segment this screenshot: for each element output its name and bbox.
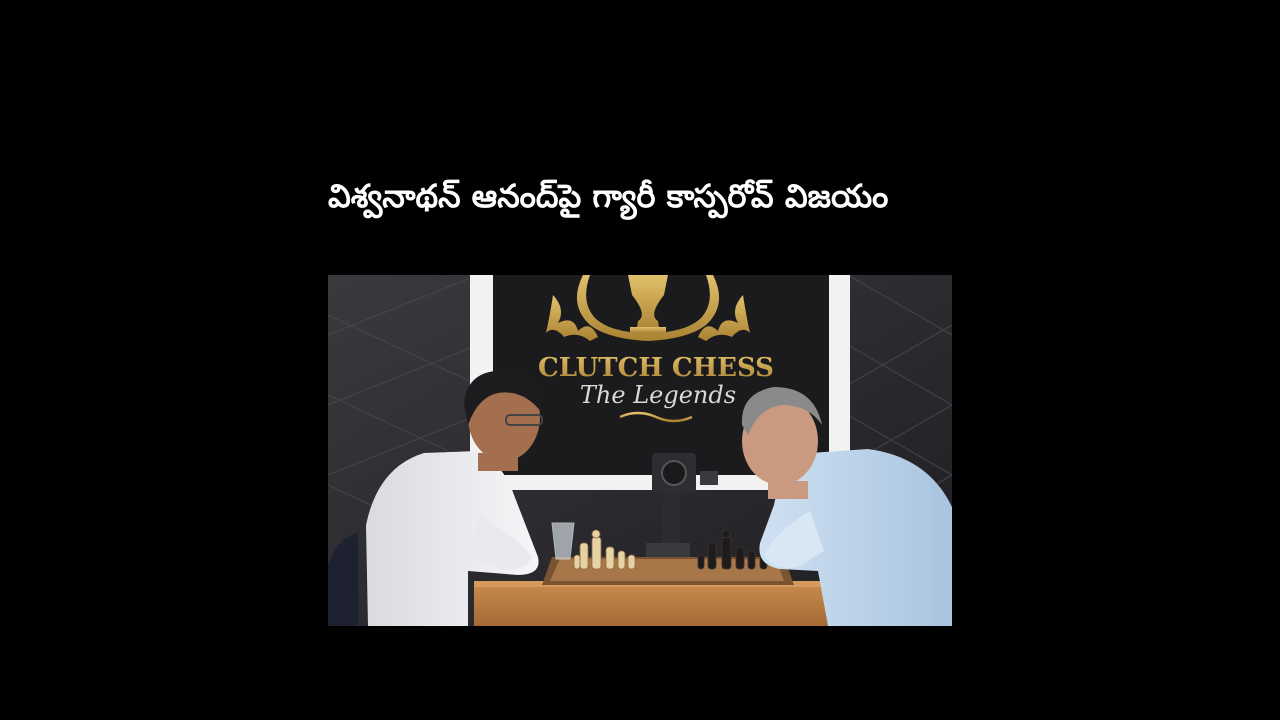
banner-title: CLUTCH CHESS (538, 353, 774, 383)
article-photo (328, 275, 952, 626)
article-headline: విశ్వనాథన్ ఆనంద్‌పై గ్యారీ కాస్పరోవ్ విజయం (328, 177, 889, 215)
water-glass (552, 523, 574, 559)
banner-subtitle: The Legends (579, 381, 737, 409)
table (474, 583, 874, 626)
